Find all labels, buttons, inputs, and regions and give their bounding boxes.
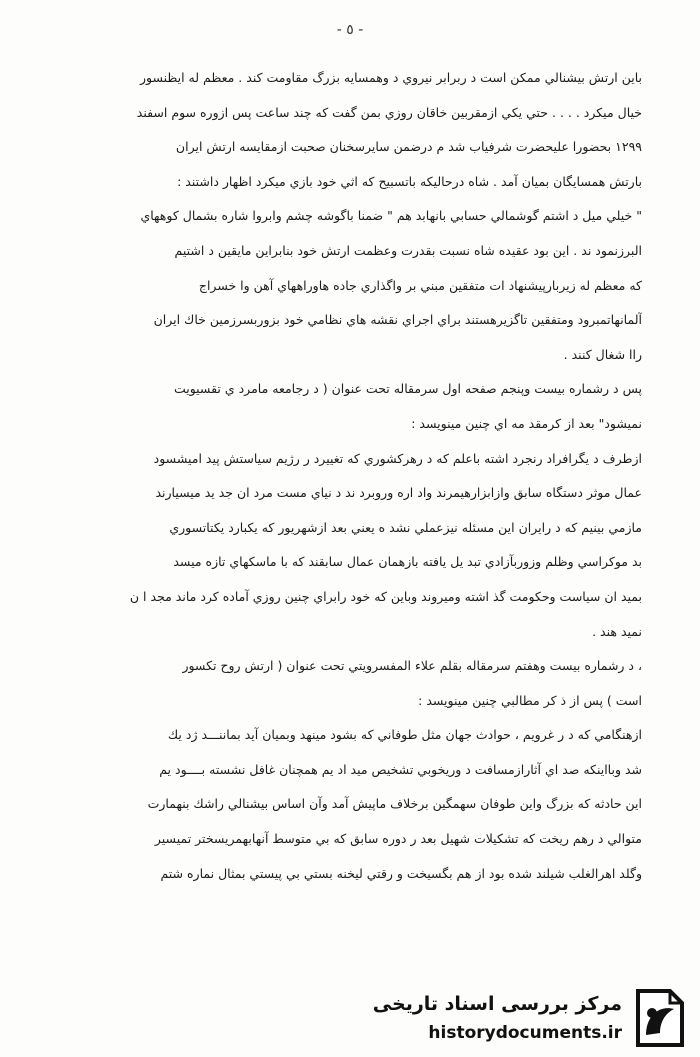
text-line: مازمي بينيم كه د رايران اين مسئله نيزعملي نشد ه يعني بعد ازشهريور كه يكبارد يكتاتسوري — [169, 519, 642, 535]
watermark-url: historydocuments.ir — [428, 1023, 622, 1043]
text-line: نميد هند . — [592, 623, 642, 639]
text-line: البرزنمود ند . اين بود عقيده شاه نسبت بقدرت وعظمت ارتش خود بنابراين مايقين د اشتيم — [174, 242, 642, 258]
watermark-title: مركز بررسی اسناد تاريخی — [372, 993, 622, 1015]
document-body — [66, 70, 642, 900]
text-line: راا شغال كنند . — [563, 346, 642, 362]
text-line: باين ارتش بيشنالي ممكن است د ربرابر نيروي د وهمسايه بزرگ مقاومت كند . معظم له ايظنسور — [139, 70, 642, 85]
document-archive-logo-icon — [630, 987, 686, 1049]
text-line: وگلد اهرالغلب شيلند شده بود از هم بگسيخت و رقتي ليخنه بستي بي پيستي بمثال نماره شتم — [160, 865, 642, 881]
text-line: اين حادثه كه بزرگ واين طوفان سهمگين برخلاف ماپيش آمد وآن اساس بيشنالي راشك بنهمارت — [147, 796, 642, 812]
text-line: نميشود" بعد از كرمقد مه اي چنين مينويسد : — [411, 415, 642, 431]
text-line: ازهنگامي كه د ر غرويم ، حوادث جهان مثل طوفاني كه بشود مينهد وبميان آيد بماننـــد ژد يك — [167, 727, 642, 743]
text-line: ، د رشماره بيست وهفتم سرمقاله بقلم علاء المفسرويتي تحت عنوان ( ارتش روح تكسور — [182, 658, 642, 674]
text-line: " خيلي ميل د اشتم گوشمالي حسابي بانهابد هم " ضمنا باگوشه چشم وابروا شاره بشمال كوههاي — [140, 208, 642, 224]
text-line: عمال موثر دستگاه سابق وازابزارهيمرند واد اره وروبرد ند د نياي مست مرد ان جد يد ميسيارند — [155, 485, 642, 501]
text-line: خيال ميكرد . . . . حتي يكي ازمقربين خاقان روزي بمن گفت كه چند ساعت پس ازوره سوم اسفند — [136, 104, 642, 120]
text-line: ١٢٩٩ بحضورا عليحضرت شرفياب شد م درضمن سايرسخنان صحبت ازمقايسه ارتش ايران — [175, 139, 642, 155]
text-line: آلمانهاتمبرود ومتفقين تاگزيرهستند براي اجراي نقشه هاي نظامي خود بزوربسرزمين خاك ايران — [153, 312, 642, 328]
text-line: بميد ان سياست وحكومت گذ اشته وميروند وباين كه خود رابراي چنين روزي آماده كرد ماند مجد ا ن — [129, 588, 642, 604]
text-line: كه معظم له زيربارپيشنهاد ات متفقين مبني بر واگذاري جاده هاوراههاي آهن وا خسراج — [198, 277, 642, 293]
archive-watermark — [372, 983, 692, 1053]
text-line: ازطرف د يگرافراد رنجرد اشته باعلم كه د رهركشوري كه تغييرد ر رژيم سياستش پيد اميشسود — [153, 450, 642, 466]
page-number: - ٥ - — [336, 22, 364, 38]
text-line: شد وبااينكه صد اي آثارازمسافت د وريخوبي تشخيص ميد اد يم همچنان غافل نشسته بــــود يم — [159, 761, 642, 777]
text-line: متوالي د رهم ريخت كه تشكيلات شهيل بعد ر دوره سابق كه بي متوسط آنهابهمريسختر تميسير — [154, 831, 642, 847]
text-line: است ) پس از ذ كر مطالبي چنين مينويسد : — [418, 692, 642, 708]
text-line: پس د رشماره بيست وپنجم صفحه اول سرمقاله تحت عنوان ( د رجامعه مامرد ي تقسيويت — [173, 381, 642, 397]
text-line: بد موكراسي وظلم وزوربآزادي تبد يل يافته بازهمان عمال سابقند كه با ماسكهاي تازه ميسد — [173, 554, 642, 570]
text-line: بارتش همسايگان بميان آمد . شاه درحاليكه باتسبيح كه اثي خود بازي ميكرد اظهار داشتند : — [177, 173, 642, 189]
